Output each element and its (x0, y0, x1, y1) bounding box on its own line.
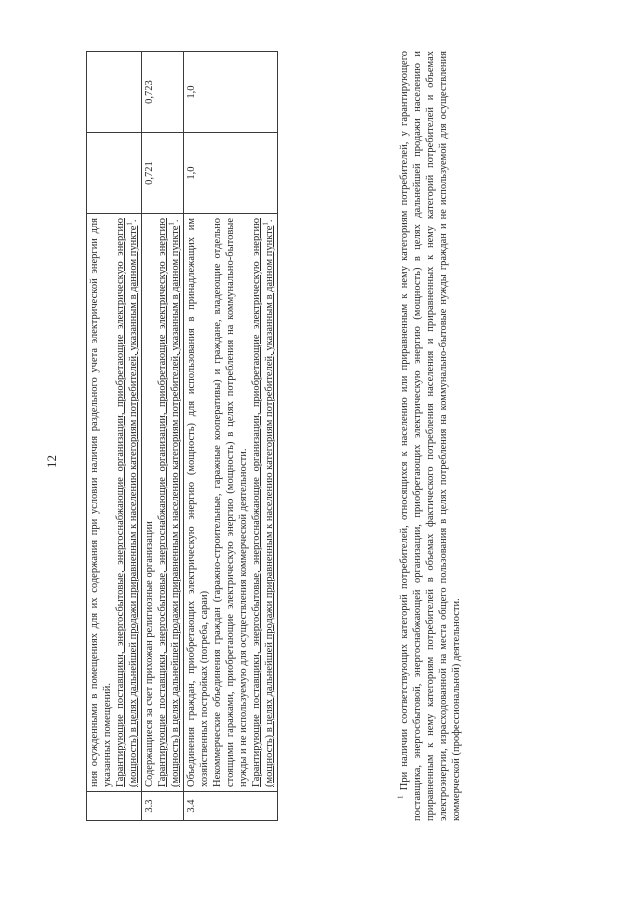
value-cell: 1,0 (184, 52, 278, 133)
description-paragraph: Гарантирующие поставщики, энергосбытовые, энергоснабжающие организации, приобретающие электрическую энергию (мощность) в целях дальнейшей продажи приравненным к населению категориям потребителей, указанным в данном пункте$^1$. (115, 218, 139, 787)
table-row (142, 52, 184, 821)
footnote-mark: 1 (167, 222, 176, 226)
description-paragraph: Объединения граждан, приобретающих электрическую энергию (мощность) для использования в принадлежащих им хозяйственных постройках (погреба, сараи) (186, 218, 210, 787)
row-number: 3.4 (184, 792, 278, 821)
tariff-table (86, 51, 278, 821)
description-paragraph: Содержащиеся за счет прихожан религиозные организации (144, 521, 155, 787)
row-description (184, 214, 278, 792)
value-cell: 1,0 (184, 133, 278, 214)
description-paragraph: Некоммерческие объединения граждан (гаражно-строительные, гаражные кооперативы) и граждане, владеющие отдельно стоящими гаражами, приобретающие электрическую энергию (мощность) в целях потребления на коммунально-бытовые нужды и не используемую для осуществления коммерческой деятельности. (212, 218, 249, 787)
row-number: 3.3 (142, 792, 184, 821)
footnote-mark: 1 (261, 222, 270, 226)
description-paragraph: Гарантирующие поставщики, энергосбытовые, энергоснабжающие организации, приобретающие электрическую энергию (мощность) в целях дальнейшей продажи приравненным к населению категориям потребителей, указанным в данном пункте$^1$. (251, 218, 275, 787)
footnote-text: При наличии соответствующих категорий потребителей, относящихся к населению или приравненным к нему категориям потребителей, у гарантирующего поставщика, энергосбытовой, энергоснабжающей организации, приобретающих электрическую энергию (мощность) в целях дальнейшей продажи населению и приравненным к нему категориям потребителей в объемах фактического потребления населения и приравненных к нему категорий потребителей и объемах электроэнергии, израсходованной на места общего пользования в целях потребления на коммунально-бытовые нужды граждан и не используемой для осуществления коммерческой (профессиональной) деятельности. (399, 51, 462, 821)
description-paragraph: Гарантирующие поставщики, энергосбытовые, энергоснабжающие организации, приобретающие электрическую энергию (мощность) в целях дальнейшей продажи приравненным к населению категориям потребителей, указанным в данном пункте$^1$. (157, 218, 181, 787)
row-description (87, 214, 142, 792)
table-row (87, 52, 142, 821)
footnote-mark: 1 (396, 795, 405, 799)
footnote-mark: 1 (125, 222, 134, 226)
row-number (87, 792, 142, 821)
value-cell: 0,721 (142, 133, 184, 214)
footnote (398, 51, 463, 821)
description-paragraph: ния осужденными в помещениях для их содержания при условии наличия раздельного учета электрической энергии для указанных помещений. (89, 218, 113, 787)
row-description (142, 214, 184, 792)
value-cell (87, 133, 142, 214)
value-cell (87, 52, 142, 133)
page-number: 12 (44, 455, 59, 468)
table-row (184, 52, 278, 821)
value-cell: 0,723 (142, 52, 184, 133)
